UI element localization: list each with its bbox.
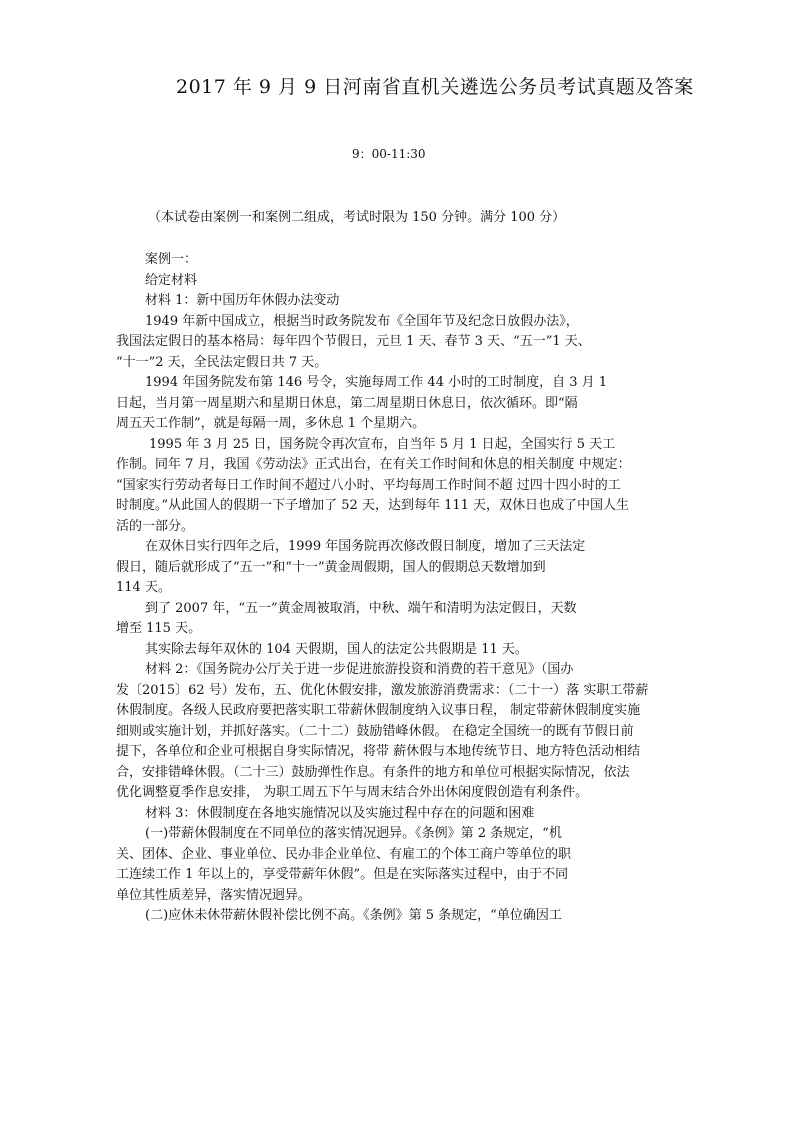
text-line: 在双休日实行四年之后，1999 年国务院再次修改假日制度，增加了三天法定 bbox=[145, 539, 586, 554]
text-line: 细则或实施计划，并抓好落实。（二十二）鼓励错峰休假。 在稳定全国统一的既有节假日前 bbox=[116, 723, 634, 739]
document-title: 2017 年 9 月 9 日河南省直机关遴选公务员考试真题及答案 bbox=[176, 76, 694, 98]
text-line: 案例一： bbox=[145, 252, 198, 267]
text-line: 发〔2015〕62 号）发布，五、优化休假安排，激发旅游消费需求：（二十一）落 实职工带薪 bbox=[116, 682, 649, 698]
text-line: 1994 年国务院发布第 146 号令，实施每周工作 44 小时的工时制度，自 3 月 1 bbox=[145, 375, 608, 390]
exam-note: （本试卷由案例一和案例二组成，考试时限为 150 分钟。满分 100 分） bbox=[148, 210, 566, 225]
text-line: 工连续工作 1 年以上的，享受带薪年休假”。但是在实际落实过程中，由于不同 bbox=[116, 867, 569, 882]
text-line: 假日，随后就形成了“五一”和“十一”黄金周假期，国人的假期总天数增加到 bbox=[116, 559, 546, 575]
text-line: 关、团体、企业、事业单位、民办非企业单位、有雇工的个体工商户等单位的职 bbox=[116, 846, 572, 862]
text-line: 作制。同年 7 月，我国《劳动法》正式出台，在有关工作时间和休息的相关制度 中规定： bbox=[116, 457, 631, 472]
document-body bbox=[116, 250, 676, 927]
text-line: 114 天。 bbox=[116, 580, 171, 595]
text-line: (一)带薪休假制度在不同单位的落实情况迥异。《条例》第 2 条规定，“机 bbox=[145, 826, 562, 841]
text-line: 1949 年新中国成立，根据当时政务院发布《全国年节及纪念日放假办法》， bbox=[145, 313, 579, 329]
text-line: “国家实行劳动者每日工作时间不超过八小时、平均每周工作时间不超 过四十四小时的工 bbox=[116, 477, 621, 493]
text-line: 材料 2：《国务院办公厅关于进一步促进旅游投资和消费的若干意见》（国办 bbox=[145, 662, 574, 677]
text-line: 提下，各单位和企业可根据自身实际情况，将带 薪休假与本地传统节日、地方特色活动相结 bbox=[116, 744, 641, 759]
text-line: 材料 1：新中国历年休假办法变动 bbox=[145, 293, 340, 308]
text-line: (二)应休未休带薪休假补偿比例不高。《条例》第 5 条规定，“单位确因工 bbox=[145, 908, 562, 923]
text-line: 优化调整夏季作息安排， 为职工周五下午与周末结合外出休闲度假创造有利条件。 bbox=[116, 785, 589, 800]
text-line: 到了 2007 年，“五一”黄金周被取消，中秋、端午和清明为法定假日，天数 bbox=[145, 600, 577, 616]
text-line: 日起，当月第一周星期六和星期日休息，第二周星期日休息日，依次循环。即“隔 bbox=[116, 395, 578, 411]
text-line: 我国法定假日的基本格局：每年四个节假日，元旦 1 天、春节 3 天、“五一”1 天、 bbox=[116, 334, 591, 349]
text-line: 合，安排错峰休假。（二十三）鼓励弹性作息。有条件的地方和单位可根据实际情况，依法 bbox=[116, 764, 630, 780]
exam-time: 9：00-11:30 bbox=[352, 147, 426, 161]
text-line: 1995 年 3 月 25 日，国务院令再次宣布，自当年 5 月 1 日起，全国实行 5 天工 bbox=[149, 436, 616, 452]
text-line: 休假制度。各级人民政府要把落实职工带薪休假制度纳入议事日程， 制定带薪休假制度实施 bbox=[116, 703, 641, 718]
text-line: 时制度。”从此国人的假期一下子增加了 52 天，达到每年 111 天，双休日也成了中国人生 bbox=[116, 498, 630, 513]
text-line: 增至 115 天。 bbox=[116, 621, 202, 636]
text-line: 周五天工作制”，就是每隔一周，多休息 1 个星期六。 bbox=[116, 416, 426, 431]
text-line: 材料 3：休假制度在各地实施情况以及实施过程中存在的问题和困难 bbox=[145, 805, 535, 821]
text-line: 给定材料 bbox=[145, 272, 198, 288]
text-line: “十一”2 天，全民法定假日共 7 天。 bbox=[116, 354, 328, 370]
text-line: 其实除去每年双休的 104 天假期，国人的法定公共假期是 11 天。 bbox=[145, 641, 528, 657]
text-line: 活的一部分。 bbox=[116, 518, 195, 534]
text-line: 单位其性质差异，落实情况迥异。 bbox=[116, 887, 312, 903]
